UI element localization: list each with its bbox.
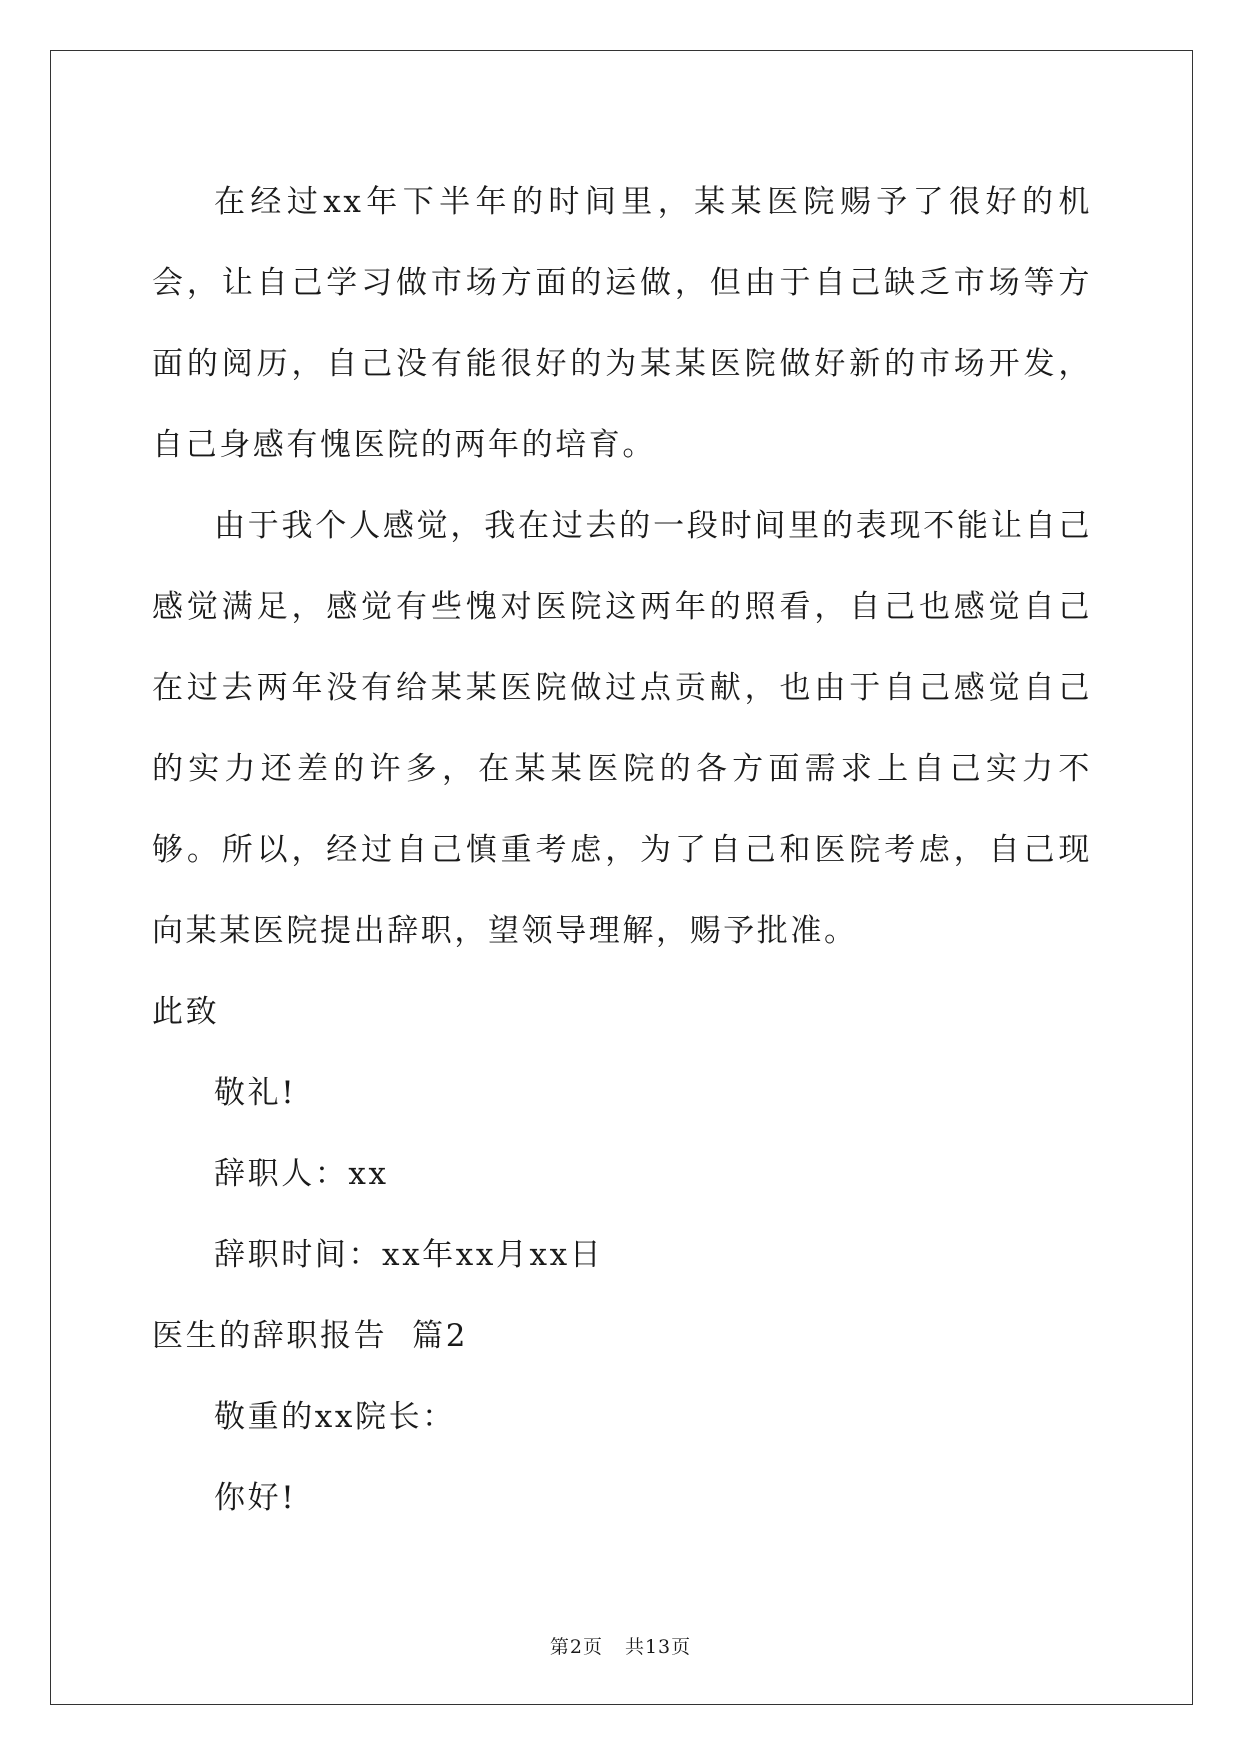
- date-line: 辞职时间：xx年xx月xx日: [214, 1237, 604, 1273]
- page-number-total: 共13页: [624, 1636, 692, 1658]
- hello-line: 你好!: [214, 1480, 297, 1516]
- page-footer: [0, 1632, 1241, 1659]
- paragraph-2: 由于我个人感觉，我在过去的一段时间里的表现不能让自己感觉满足，感觉有些愧对医院这两年的照看，自己也感觉自己在过去两年没有给某某医院做过点贡献，也由于自己感觉自己的实力还差的许多，在某某医院的各方面需求上自己实力不够。所以，经过自己慎重考虑，为了自己和医院考虑，自己现向某某医院提出辞职，望领导理解，赐予批准。: [152, 508, 1092, 949]
- page-number-current: 第2页: [549, 1636, 603, 1658]
- paragraph-1: 在经过xx年下半年的时间里，某某医院赐予了很好的机会，让自己学习做市场方面的运做，但由于自己缺乏市场等方面的阅历，自己没有能很好的为某某医院做好新的市场开发，自己身感有愧医院的两年的培育。: [152, 184, 1092, 463]
- closing-line: 此致: [152, 994, 220, 1030]
- document-body: [152, 162, 1092, 1539]
- greeting-line: 敬重的xx院长：: [214, 1399, 456, 1435]
- resigner-line: 辞职人：xx: [214, 1156, 389, 1192]
- section-title: 医生的辞职报告 篇2: [152, 1318, 469, 1354]
- salute-line: 敬礼!: [214, 1075, 297, 1111]
